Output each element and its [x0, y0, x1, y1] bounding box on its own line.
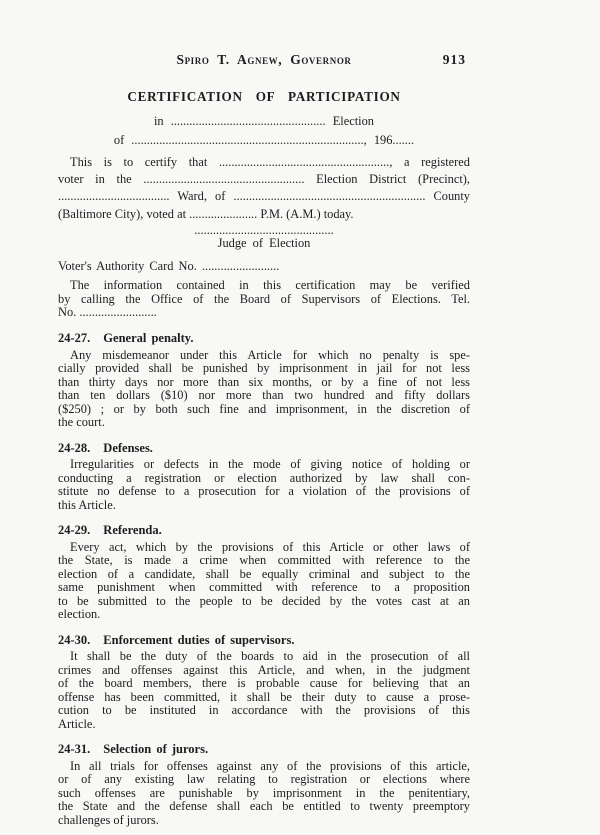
section-number: 24-31.	[58, 742, 91, 757]
page-number: 913	[442, 52, 466, 67]
section-number: 24-30.	[58, 632, 91, 647]
text-line: election.	[58, 607, 101, 622]
section-paragraph	[58, 458, 470, 512]
section-paragraph	[58, 541, 470, 622]
page-header	[58, 52, 470, 68]
form-line-in: in .................................................. Election	[153, 114, 374, 128]
section-number: 24-27.	[58, 331, 91, 346]
text-line: of the board members, there is probable cause for believing that an	[58, 676, 470, 691]
section-title: Selection of jurors.	[103, 742, 209, 757]
section-paragraph	[58, 760, 470, 828]
text-line: to be submitted to the people to be decided by the votes cast at an	[58, 593, 470, 608]
text-line: the State, is made a crime when committed with reference to the	[58, 553, 470, 568]
text-line: by calling the Office of the Board of Supervisors of Elections. Tel.	[58, 291, 470, 306]
section-heading	[58, 331, 470, 346]
running-title: Spiro T. Agnew, Governor	[176, 52, 352, 67]
text-line: This is to certify that ......................................................., a registered	[70, 155, 470, 169]
text-line: this Article.	[58, 497, 116, 512]
section-title: Referenda.	[103, 523, 162, 538]
text-line: the State and the defense shall each be entitled to twenty preemptory	[58, 799, 470, 814]
form-title: CERTIFICATION OF PARTICIPATION	[127, 89, 401, 104]
text-line: Any misdemeanor under this Article for which no penalty is spe-	[70, 347, 470, 362]
text-line: It shall be the duty of the boards to aid in the prosecution of all	[70, 649, 470, 664]
text-line: cution to be instituted in accordance with the provisions of this	[58, 703, 470, 718]
section-number: 24-29.	[58, 523, 91, 538]
text-line: Article.	[58, 716, 96, 731]
statute-section	[58, 742, 470, 827]
text-line: conducting a registration or election authorized by law shall con-	[58, 470, 470, 485]
section-heading	[58, 633, 470, 648]
form-body-paragraph	[58, 154, 470, 223]
text-line: than thirty days nor more than six months, or by a fine of not less	[58, 374, 470, 389]
text-line: than ten dollars ($10) nor more than two hundred and fifty dollars	[58, 388, 470, 403]
text-line: The information contained in this certification may be verified	[70, 277, 470, 292]
text-line: cially provided shall be punished by imprisonment in jail for not less	[58, 361, 470, 376]
text-line: (Baltimore City), voted at ...................... P.M. (A.M.) today.	[58, 206, 354, 221]
signature-line: .............................................	[194, 222, 334, 237]
statute-section	[58, 331, 470, 430]
section-title: General penalty.	[103, 331, 194, 346]
page-content	[58, 52, 470, 827]
section-heading	[58, 742, 470, 757]
text-line: ($250) ; or by both such fine and imprisonment, in the discretion of	[58, 401, 470, 416]
section-number: 24-28.	[58, 440, 91, 455]
text-line: stitute no defense to a prosecution for a violation of the provisions of	[58, 484, 470, 499]
text-line: .................................... Ward, of .............................................................. County	[58, 189, 470, 204]
text-line: voter in the .................................................... Election District (Precinct),	[58, 172, 470, 187]
section-heading	[58, 441, 470, 456]
verification-note-paragraph	[58, 279, 470, 320]
statute-sections	[58, 331, 470, 827]
text-line: challenges of jurors.	[58, 812, 159, 827]
form-line-of: of ..........................................................................., 196.......	[113, 133, 415, 147]
signature-label: Judge of Election	[217, 235, 311, 250]
text-line: same punishment when committed with reference to a proposition	[58, 580, 470, 595]
text-line: such offenses are punishable by imprisonment in the penitentiary,	[58, 785, 470, 800]
text-line: election of a candidate, shall be equally criminal and subject to the	[58, 566, 470, 581]
text-line: Irregularities or defects in the mode of giving notice of holding or	[70, 457, 470, 472]
text-line: or of any existing law relating to registration or elections where	[58, 772, 470, 787]
text-line: In all trials for offenses against any of the provisions of this article,	[70, 758, 470, 773]
section-paragraph	[58, 650, 470, 731]
authority-card-line: Voter's Authority Card No. .........................	[58, 258, 280, 273]
text-line: No. .........................	[58, 305, 157, 320]
text-line: offense has been committed, it shall be their duty to cause a prose-	[58, 689, 470, 704]
statute-section	[58, 633, 470, 732]
section-paragraph	[58, 349, 470, 430]
section-heading	[58, 523, 470, 538]
statute-section	[58, 523, 470, 622]
section-title: Defenses.	[103, 440, 153, 455]
text-line: the court.	[58, 415, 105, 430]
text-line: Every act, which by the provisions of this Article or other laws of	[70, 539, 470, 554]
statute-section	[58, 441, 470, 513]
section-title: Enforcement duties of supervisors.	[103, 632, 295, 647]
text-line: crimes and offenses against this Article, and when, in the judgment	[58, 662, 470, 677]
